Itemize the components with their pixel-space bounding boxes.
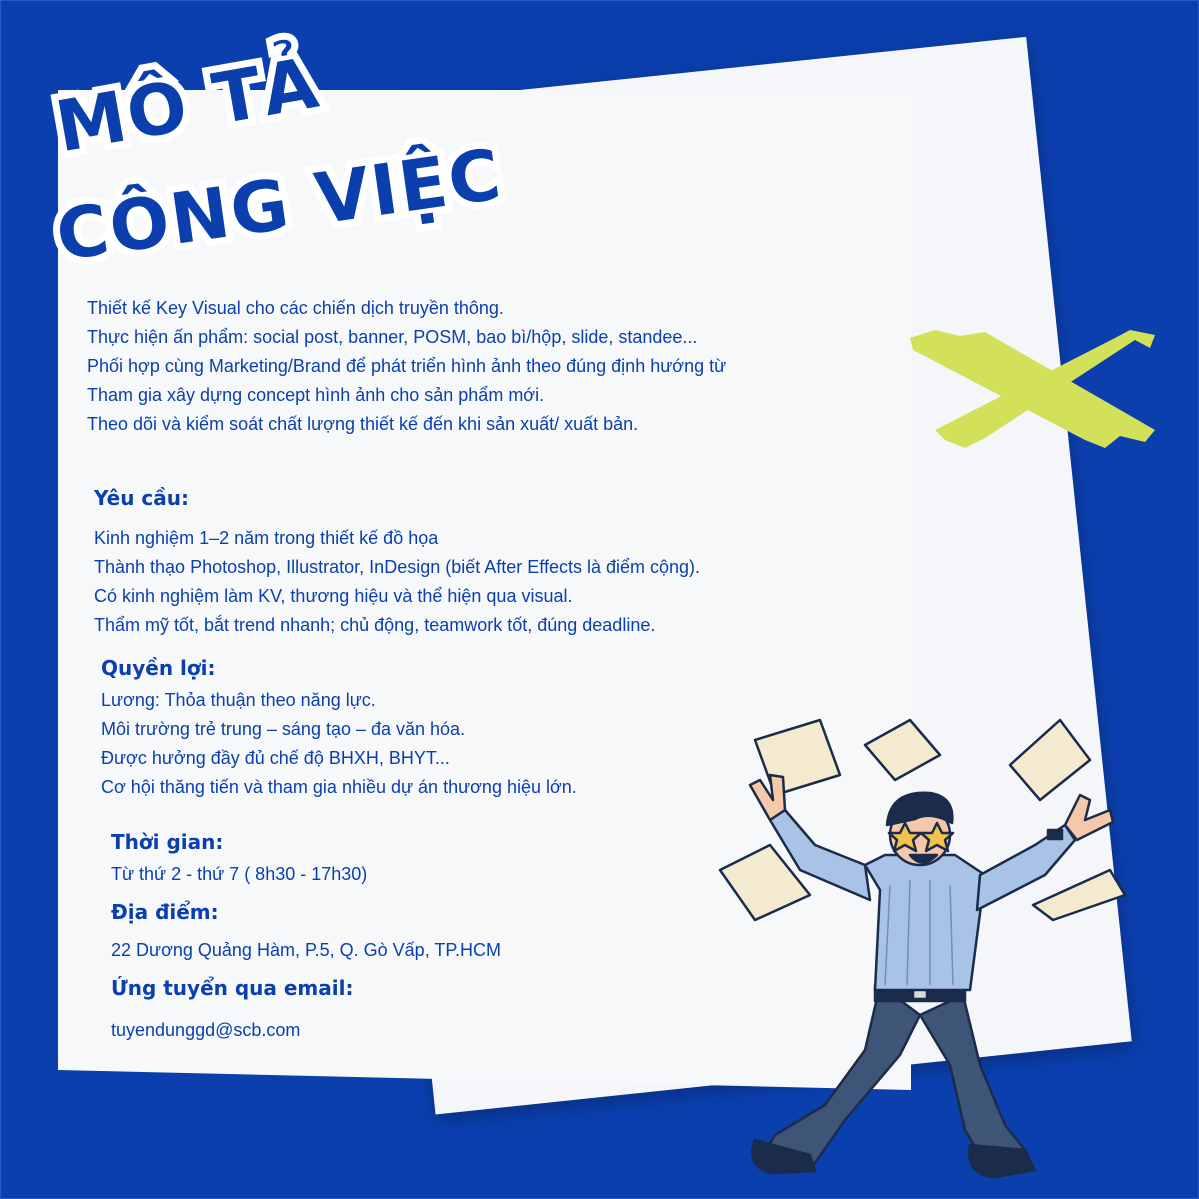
- duty-item: Thực hiện ấn phẩm: social post, banner, POSM, bao bì/hộp, slide, standee...: [87, 327, 698, 347]
- duty-item: Thiết kế Key Visual cho các chiến dịch truyền thông.: [87, 298, 504, 318]
- benefits-heading: Quyền lợi:: [101, 656, 216, 680]
- duty-item: Tham gia xây dựng concept hình ảnh cho sản phẩm mới.: [87, 385, 545, 405]
- title-line-1: MÔ TẢ: [49, 41, 326, 169]
- duties-list: [87, 294, 726, 439]
- apply-email[interactable]: tuyendunggd@scb.com: [111, 1020, 301, 1040]
- tape-icon: [905, 330, 1160, 450]
- requirement-item: Có kinh nghiệm làm KV, thương hiệu và thể hiện qua visual.: [94, 586, 573, 606]
- duty-item: Theo dõi và kiểm soát chất lượng thiết kế đến khi sản xuất/ xuất bản.: [87, 414, 639, 434]
- requirements-list: [94, 524, 700, 640]
- requirement-item: Kinh nghiệm 1–2 năm trong thiết kế đồ họa: [94, 528, 439, 548]
- requirement-item: Thẩm mỹ tốt, bắt trend nhanh; chủ động, teamwork tốt, đúng deadline.: [94, 615, 656, 635]
- flying-paper-icon: [755, 720, 840, 795]
- benefit-item: Lương: Thỏa thuận theo năng lực.: [101, 690, 376, 710]
- duty-item: Phối hợp cùng Marketing/Brand để phát triển hình ảnh theo đúng định hướng từ: [87, 356, 727, 376]
- location-value: 22 Dương Quảng Hàm, P.5, Q. Gò Vấp, TP.HCM: [111, 940, 502, 960]
- benefit-item: Môi trường trẻ trung – sáng tạo – đa văn hóa.: [101, 719, 466, 739]
- man-juggling-papers-illustration: [715, 715, 1135, 1195]
- requirement-item: Thành thạo Photoshop, Illustrator, InDesign (biết After Effects là điểm cộng).: [94, 557, 701, 577]
- flying-paper-icon: [1033, 870, 1125, 920]
- flying-paper-icon: [1010, 720, 1090, 800]
- page-title: [49, 41, 508, 277]
- requirements-heading: Yêu cầu:: [94, 486, 189, 510]
- location-heading: Địa điểm:: [111, 900, 219, 924]
- benefit-item: Được hưởng đầy đủ chế độ BHXH, BHYT...: [101, 748, 450, 768]
- schedule-value: Từ thứ 2 - thứ 7 ( 8h30 - 17h30): [111, 864, 368, 884]
- benefit-item: Cơ hội thăng tiến và tham gia nhiều dự án thương hiệu lớn.: [101, 777, 577, 797]
- title-line-2: CÔNG VIỆC: [51, 133, 508, 277]
- benefits-list: [101, 686, 577, 802]
- apply-heading: Ứng tuyển qua email:: [111, 976, 354, 1000]
- flying-paper-icon: [865, 720, 940, 780]
- schedule-heading: Thời gian:: [111, 830, 224, 854]
